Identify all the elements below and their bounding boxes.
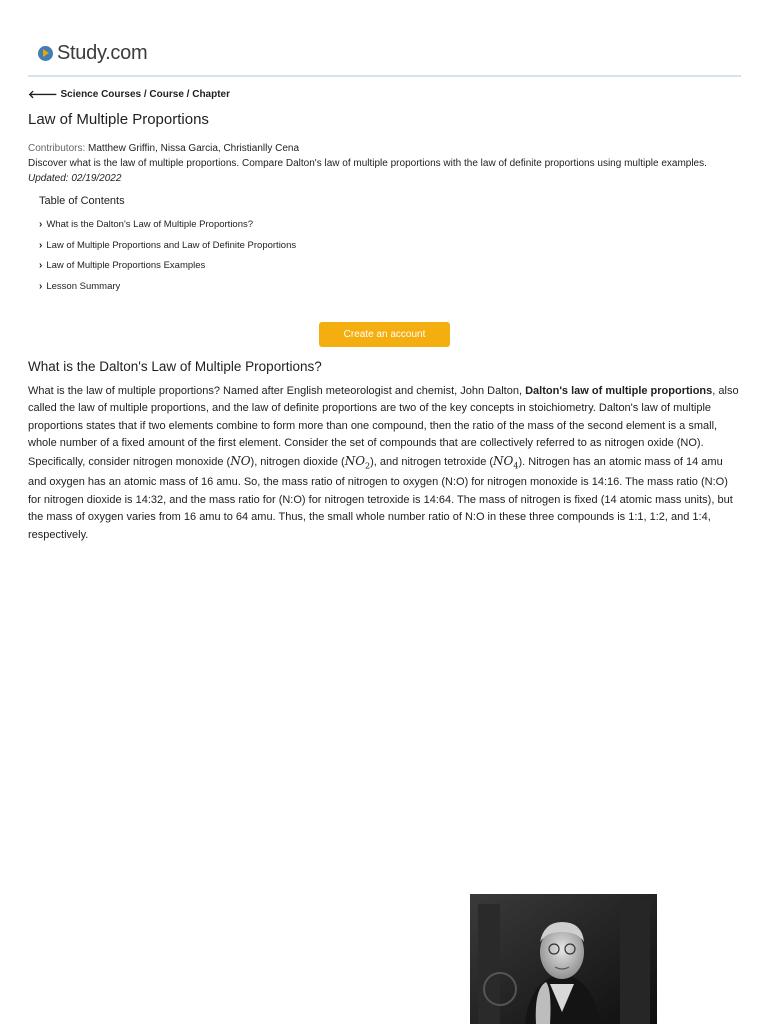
paragraph-text: ), nitrogen dioxide ( xyxy=(250,455,345,468)
key-term: Dalton's law of multiple proportions xyxy=(525,385,713,397)
toc-item-label[interactable]: What is the Dalton's Law of Multiple Proportions? xyxy=(46,219,254,230)
back-arrow-icon: 🡐 xyxy=(28,89,58,101)
chevron-right-icon: › xyxy=(39,281,43,293)
formula-no4: $NO_4$ xyxy=(493,453,519,471)
paragraph-text: What is the law of multiple proportions? Named after English meteorologist and chemist, John Dalton, xyxy=(28,385,526,397)
toc-item[interactable] xyxy=(39,240,296,261)
toc-item[interactable] xyxy=(39,219,296,240)
play-logo-icon xyxy=(38,46,53,61)
formula-no: NO xyxy=(230,453,251,468)
toc-item-label[interactable]: Law of Multiple Proportions Examples xyxy=(46,260,206,272)
toc-title: Table of Contents xyxy=(39,195,125,207)
contributors-names: Matthew Griffin, Nissa Garcia, Christianlly Cena xyxy=(88,143,300,154)
chevron-right-icon: › xyxy=(39,239,43,251)
paragraph-text: ), and nitrogen tetroxide ( xyxy=(370,455,494,468)
article-description xyxy=(28,156,733,186)
study-logo[interactable] xyxy=(38,40,147,66)
section-heading: What is the Dalton's Law of Multiple Proportions? xyxy=(28,359,322,374)
breadcrumb-text[interactable]: Science Courses / Course / Chapter xyxy=(60,88,231,100)
toc-item-label[interactable]: Lesson Summary xyxy=(46,281,121,293)
breadcrumb[interactable] xyxy=(28,87,230,101)
table-of-contents xyxy=(39,219,296,302)
chevron-right-icon: › xyxy=(39,219,43,230)
toc-item-label[interactable]: Law of Multiple Proportions and Law of Definite Proportions xyxy=(46,239,297,251)
contributors-label: Contributors: xyxy=(28,143,86,154)
toc-item[interactable] xyxy=(39,260,296,281)
updated-date: Updated: 02/19/2022 xyxy=(28,173,122,184)
chevron-right-icon: › xyxy=(39,260,43,272)
create-account-button[interactable]: Create an account xyxy=(319,322,450,347)
formula-no2: $NO_2$ xyxy=(344,453,371,471)
page-title: Law of Multiple Proportions xyxy=(28,111,209,128)
paragraph-text: ). Nitrogen has an atomic mass of 14 amu and oxygen has an atomic mass of 16 amu. So, the mass ratio of nitrogen to oxygen (N:O) for nitrogen monoxide is 14:16. The mass ratio (N:O) for nitrogen dioxide is 14:32, and the mass ratio for (N:O) for nitrogen tetroxide is 14:64. The mass of nitrogen is fixed (14 atomic mass units), but the mass of oxygen varies from 16 amu to 64 amu. Thus, the small whole number ratio of N:O in these three compounds is 1:1, 1:2, and 1:4, respectively. xyxy=(28,455,733,541)
paragraph-text: , also called the law of multiple proportions, and the law of definite proportions are two of the key concepts in stoichiometry. Dalton's law of multiple proportions states that if two elements combine to form more than one compound, then the ratio of the mass of the second element is a small, whole number of a fixed amount of the first element. Consider the set of compounds that are collectively referred to as nitrogen oxide (NO). Specifically, consider nitrogen monoxide ( xyxy=(28,385,739,468)
logo-text: Study.com xyxy=(57,41,148,64)
toc-item[interactable] xyxy=(39,281,296,302)
section-body xyxy=(28,383,741,544)
john-dalton-portrait xyxy=(470,894,657,1024)
header-divider xyxy=(28,75,741,77)
contributors xyxy=(28,143,299,154)
description-text: Discover what is the law of multiple proportions. Compare Dalton's law of multiple proportions with the law of definite proportions using multiple examples. xyxy=(28,158,707,169)
